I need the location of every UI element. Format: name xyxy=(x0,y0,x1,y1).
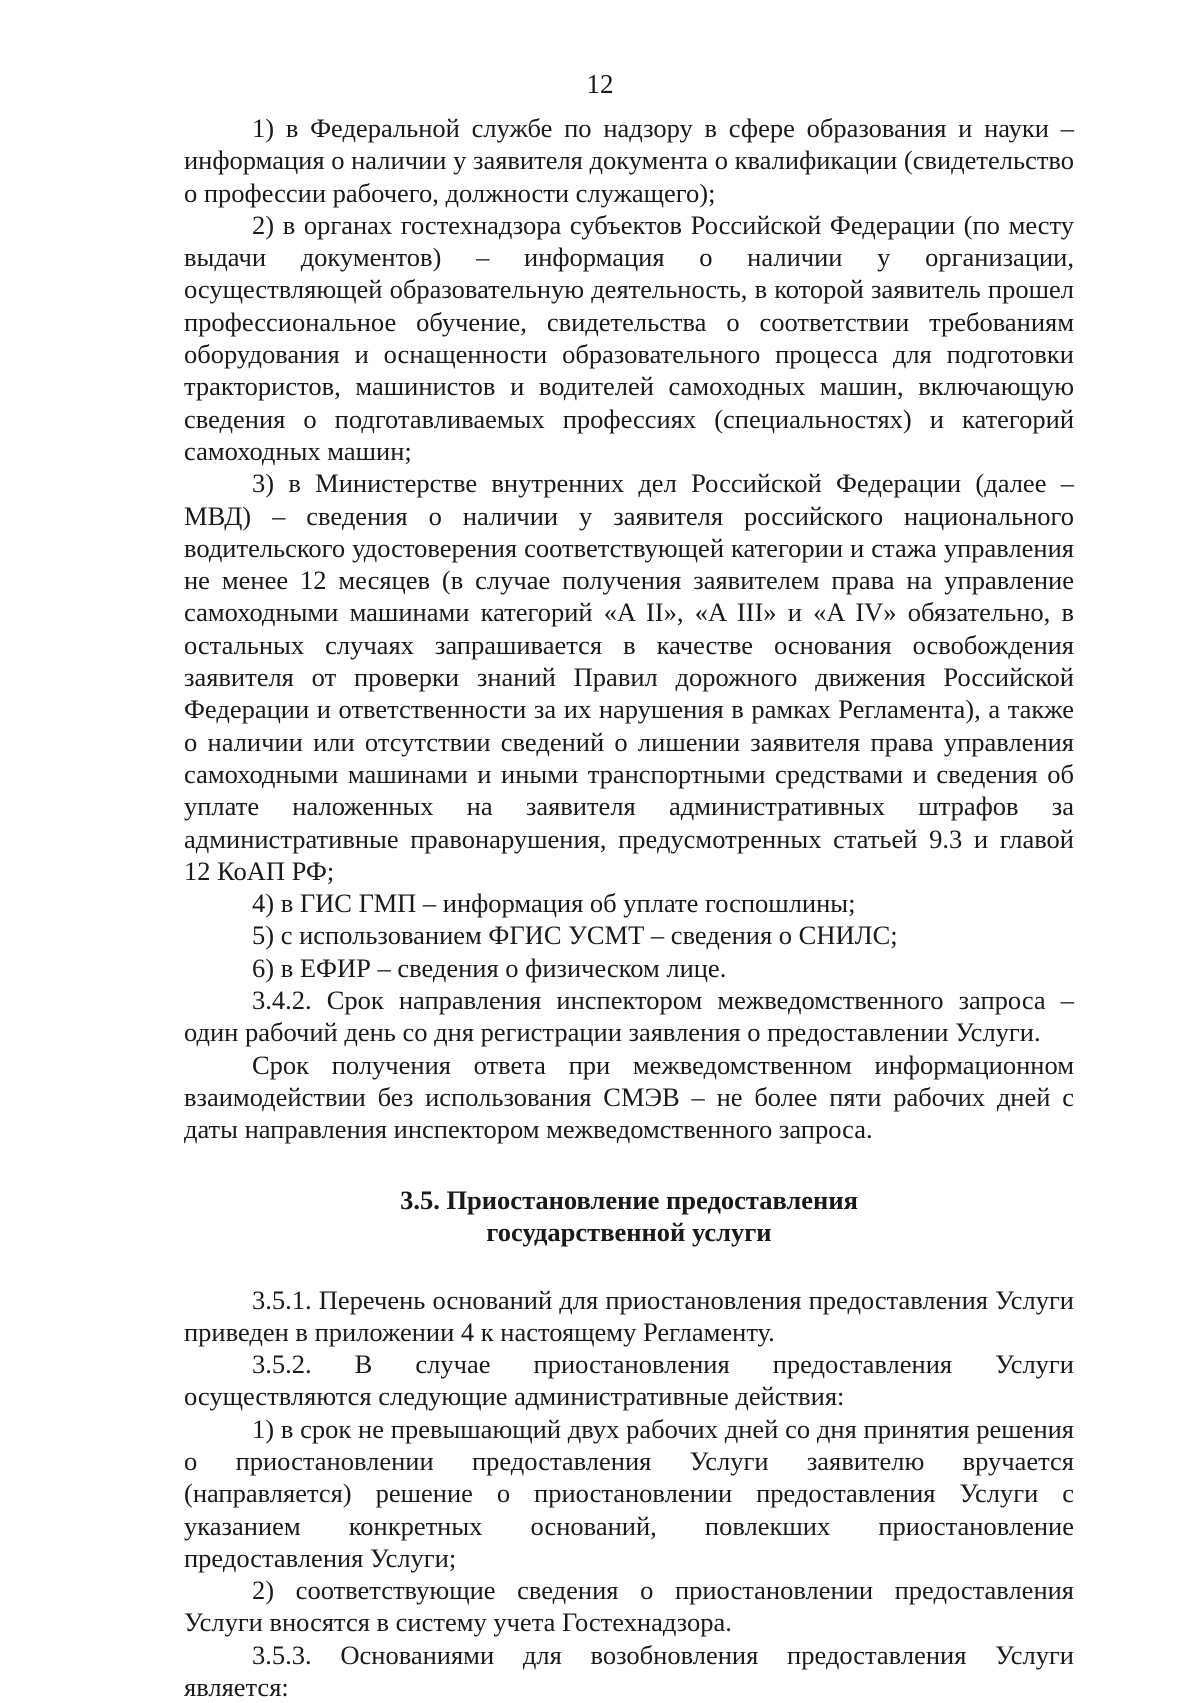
document-body xyxy=(184,112,1074,1703)
section-heading-line-1: 3.5. Приостановление предоставления xyxy=(400,1184,858,1215)
paragraph-mvd: 3) в Министерстве внутренних дел Российской Федерации (далее – МВД) – сведения о наличии у заявителя российского национального водительского удостоверения соответствующей категории и стажа управления не менее 12 месяцев (в случае получения заявителем права на управление самоходными машинами категорий «A II», «A III» и «A IV» обязательно, в остальных случаях запрашивается в качестве основания освобождения заявителя от проверки знаний Правил дорожного движения Российской Федерации и ответственности за их нарушения в рамках Регламента), а также о наличии или отсутствии сведений о лишении заявителя права управления самоходными машинами и иными транспортными средствами и сведения об уплате наложенных на заявителя административных штрафов за административные правонарушения, предусмотренных статьей 9.3 и главой 12 КоАП РФ; xyxy=(184,468,1074,886)
paragraph-3-5-1: 3.5.1. Перечень оснований для приостановления предоставления Услуги приведен в приложении 4 к настоящему Регламенту. xyxy=(184,1284,1074,1347)
paragraph-registry-entry: 2) соответствующие сведения о приостановлении предоставления Услуги вносятся в систему учета Гостехнадзора. xyxy=(184,1575,1074,1638)
paragraph-gis-gmp: 4) в ГИС ГМП – информация об уплате госпошлины; xyxy=(252,888,856,919)
section-heading xyxy=(184,1184,1074,1248)
paragraph-3-5-3: 3.5.3. Основаниями для возобновления предоставления Услуги является: xyxy=(184,1639,1074,1703)
paragraph-efir: 6) в ЕФИР – сведения о физическом лице. xyxy=(252,952,727,983)
section-heading-line-2: государственной услуги xyxy=(486,1216,772,1247)
paragraph-3-5-2: 3.5.2. В случае приостановления предоставления Услуги осуществляются следующие административные действия: xyxy=(184,1349,1074,1412)
paragraph-3-4-2: 3.4.2. Срок направления инспектором межведомственного запроса – один рабочий день со дня регистрации заявления о предоставлении Услуги. xyxy=(184,985,1074,1048)
paragraph-suspension-decision: 1) в срок не превышающий двух рабочих дней со дня принятия решения о приостановлении предоставления Услуги заявителю вручается (направляется) решение о приостановлении предоставления Услуги с указанием конкретных оснований, повлекших приостановление предоставления Услуги; xyxy=(184,1413,1074,1573)
paragraph-response-term: Срок получения ответа при межведомственном информационном взаимодействии без использования СМЭВ – не более пяти рабочих дней с даты направления инспектором межведомственного запроса. xyxy=(184,1049,1074,1145)
paragraph-federal-service: 1) в Федеральной службе по надзору в сфере образования и науки – информация о наличии у заявителя документа о квалификации (свидетельство о профессии рабочего, должности служащего); xyxy=(184,113,1074,208)
paragraph-gostekhnadzor: 2) в органах гостехнадзора субъектов Российской Федерации (по месту выдачи документов) – информация о наличии у организации, осуществляющей образовательную деятельность, в которой заявитель прошел профессиональное обучение, свидетельства о соответствии требованиям оборудования и оснащенности образовательного процесса для подготовки трактористов, машинистов и водителей самоходных машин, включающую сведения о подготавливаемых профессиях (специальностях) и категорий самоходных машин; xyxy=(184,209,1074,466)
page-number: 12 xyxy=(586,69,614,99)
paragraph-fgis-usmt: 5) с использованием ФГИС УСМТ – сведения о СНИЛС; xyxy=(252,920,898,951)
